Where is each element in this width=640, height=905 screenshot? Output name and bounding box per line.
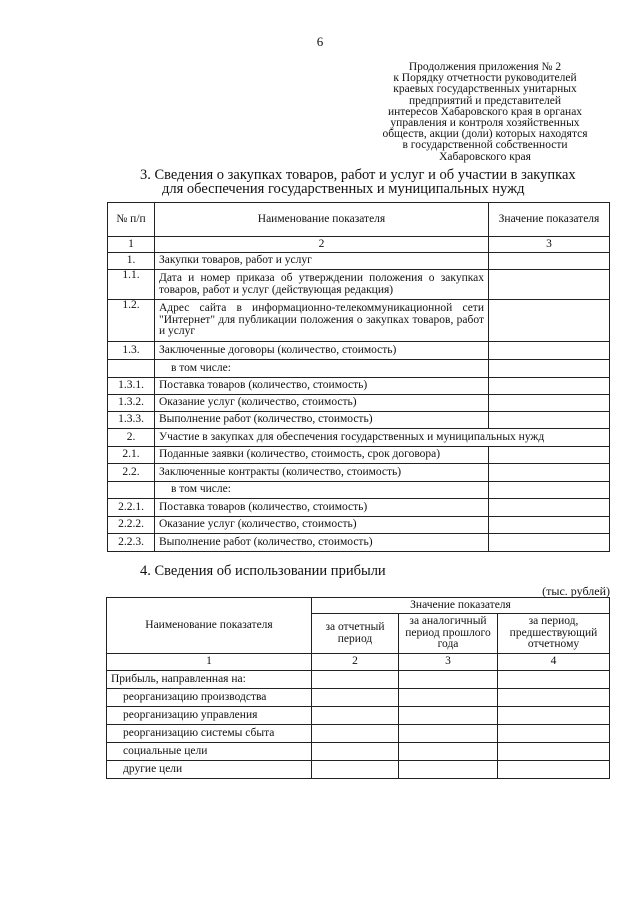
value-cell [489,534,610,552]
appendix-header [360,62,610,163]
row-text: Адрес сайта в информационно-телекоммуникационной сети "Интернет" для публикации положения о закупках товаров, работ и услуг [155,300,489,342]
row-text: социальные цели [107,743,312,761]
value-cell [312,761,399,779]
row-num: 2.2.1. [108,499,155,517]
table-row [107,761,610,779]
row-text: в том числе: [155,482,489,499]
value-cell [489,482,610,499]
row-num: 1.3.1. [108,378,155,395]
appendix-line: управления и контроля хозяйственных [390,117,580,130]
row-num: 1.3.2. [108,395,155,412]
appendix-line: в государственной собственности [402,139,568,152]
value-cell [489,360,610,378]
value-cell [489,300,610,342]
row-num: 2.2. [108,464,155,482]
row-num [108,482,155,499]
index-cell: 2 [155,237,489,253]
row-text: Заключенные договоры (количество, стоимость) [155,342,489,360]
header-num: № п/п [108,203,155,237]
row-text: Участие в закупках для обеспечения государственных и муниципальных нужд [155,429,610,447]
index-cell: 4 [498,654,610,671]
appendix-line: Хабаровского края [439,150,531,163]
row-num: 1.3. [108,342,155,360]
value-cell [399,743,498,761]
row-text: Заключенные контракты (количество, стоимость) [155,464,489,482]
table-row [108,300,610,342]
table-row [108,464,610,482]
header-value: Значение показателя [489,203,610,237]
row-text: Выполнение работ (количество, стоимость) [155,534,489,552]
procurement-table [107,202,610,552]
row-text: реорганизацию системы сбыта [107,725,312,743]
value-cell [498,725,610,743]
header-name: Наименование показателя [155,203,489,237]
table-row [108,342,610,360]
value-cell [312,743,399,761]
appendix-line: краевых государственных унитарных [393,83,577,96]
row-num: 1.2. [108,300,155,342]
row-num: 1.3.3. [108,412,155,429]
appendix-line: обществ, акции (доли) которых находятся [382,128,588,141]
row-num [108,360,155,378]
index-cell: 1 [108,237,155,253]
row-text: Поданные заявки (количество, стоимость, срок договора) [155,447,489,464]
row-text: реорганизацию производства [107,689,312,707]
table-row [108,429,610,447]
row-num: 2. [108,429,155,447]
value-cell [399,761,498,779]
row-num: 2.2.3. [108,534,155,552]
row-num: 1.1. [108,270,155,300]
table-row [108,447,610,464]
row-num: 2.2.2. [108,517,155,534]
table-row [108,517,610,534]
page-number: 6 [316,34,324,49]
row-text: Оказание услуг (количество, стоимость) [155,395,489,412]
header-current-period: за отчетный период [312,614,399,654]
value-cell [498,671,610,689]
header-prev-year: за аналогичный период прошлого года [399,614,498,654]
table-row [108,412,610,429]
value-cell [489,342,610,360]
value-cell [489,517,610,534]
row-text: Оказание услуг (количество, стоимость) [155,517,489,534]
section3-title-line: 3. Сведения о закупках товаров, работ и услуг и об участии в закупках [140,167,576,183]
row-text: Поставка товаров (количество, стоимость) [155,378,489,395]
value-cell [489,499,610,517]
row-text: Выполнение работ (количество, стоимость) [155,412,489,429]
table-row [108,378,610,395]
row-text: реорганизацию управления [107,707,312,725]
value-cell [498,761,610,779]
table-row [107,743,610,761]
value-cell [489,447,610,464]
row-num: 1. [108,253,155,270]
section4-title: 4. Сведения об использовании прибыли [140,563,386,579]
appendix-line: к Порядку отчетности руководителей [393,72,577,85]
value-cell [498,707,610,725]
table-row [107,671,610,689]
table-row [107,707,610,725]
value-cell [489,378,610,395]
value-cell [489,395,610,412]
header-previous-period: за период, предшествующий отчетному [498,614,610,654]
appendix-line: интересов Хабаровского края в органах [387,105,583,118]
row-text: в том числе: [155,360,489,378]
value-cell [489,270,610,300]
profit-usage-table [106,597,610,779]
value-cell [498,743,610,761]
section3-title [140,168,615,196]
row-text: Закупки товаров, работ и услуг [155,253,489,270]
table-row [108,395,610,412]
unit-label: (тыс. рублей) [542,584,610,598]
table-row [107,725,610,743]
value-cell [312,707,399,725]
table-row [108,482,610,499]
value-cell [489,464,610,482]
table-row [108,253,610,270]
value-cell [399,725,498,743]
table-row [108,534,610,552]
row-text: Поставка товаров (количество, стоимость) [155,499,489,517]
row-text: Прибыль, направленная на: [107,671,312,689]
row-text: Дата и номер приказа об утверждении положения о закупках товаров, работ и услуг (действующая редакция) [155,270,489,300]
value-cell [489,412,610,429]
table-row [108,499,610,517]
value-cell [399,689,498,707]
row-num: 2.1. [108,447,155,464]
value-cell [312,725,399,743]
index-cell: 2 [312,654,399,671]
header-name: Наименование показателя [107,598,312,654]
section3-title-line: для обеспечения государственных и муниципальных нужд [162,181,525,197]
appendix-line: Продолжения приложения № 2 [408,61,562,73]
value-cell [312,671,399,689]
appendix-line: предприятий и представителей [408,94,562,107]
index-cell: 3 [489,237,610,253]
index-cell: 3 [399,654,498,671]
table-row [108,360,610,378]
value-cell [312,689,399,707]
row-text: другие цели [107,761,312,779]
table-row [107,689,610,707]
value-cell [399,671,498,689]
header-value-group: Значение показателя [312,598,610,614]
value-cell [498,689,610,707]
value-cell [399,707,498,725]
index-cell: 1 [107,654,312,671]
value-cell [489,253,610,270]
table-row [108,270,610,300]
